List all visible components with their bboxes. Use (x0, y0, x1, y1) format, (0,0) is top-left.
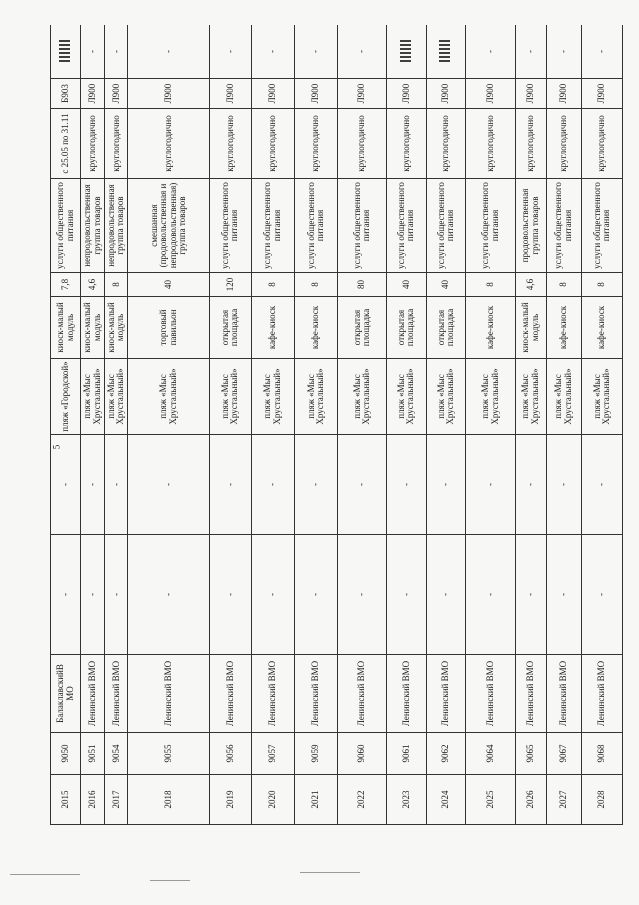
object-code-cell: 9065 (516, 733, 546, 775)
object-code-cell: 9057 (251, 733, 294, 775)
col-5-cell: - (386, 435, 427, 535)
col-4-cell: - (209, 535, 251, 655)
mark-cell (427, 25, 466, 79)
specialization-cell: непродовольственная группа товаров (105, 179, 128, 273)
col-4-cell: - (386, 535, 427, 655)
district-cell: Ленинский ВМО (386, 655, 427, 733)
object-type-cell: открытая площадка (338, 297, 386, 359)
location-cell: пляж «Мыс Хрустальный» (81, 359, 105, 435)
table-row (81, 25, 105, 825)
period-cell: круглогодично (128, 109, 210, 179)
table-row (466, 25, 516, 825)
district-cell: Ленинский ВМО (466, 655, 516, 733)
col-5-cell: - (51, 435, 81, 535)
mark-cell: - (338, 25, 386, 79)
mark-cell: - (105, 25, 128, 79)
object-code-cell: 9061 (386, 733, 427, 775)
location-cell: пляж «Мыс Хрустальный» (294, 359, 338, 435)
lot-cell: Л900 (582, 79, 623, 109)
district-cell: Ленинский ВМО (294, 655, 338, 733)
lot-cell: Л900 (427, 79, 466, 109)
col-4-cell: - (338, 535, 386, 655)
col-5-cell: - (294, 435, 338, 535)
period-cell: круглогодично (466, 109, 516, 179)
col-4-cell: - (294, 535, 338, 655)
col-5-cell: - (466, 435, 516, 535)
period-cell: круглогодично (386, 109, 427, 179)
row-number-cell: 2018 (128, 775, 210, 825)
district-cell: Ленинский ВМО (105, 655, 128, 733)
location-cell: пляж «Мыс Хрустальный» (128, 359, 210, 435)
area-cell: 120 (209, 273, 251, 297)
location-cell: пляж «Мыс Хрустальный» (209, 359, 251, 435)
object-type-cell: киоск-малый модуль (516, 297, 546, 359)
period-cell: круглогодично (582, 109, 623, 179)
district-cell: Ленинский ВМО (81, 655, 105, 733)
page-number: 5 (51, 444, 62, 450)
location-cell: пляж «Мыс Хрустальный» (251, 359, 294, 435)
col-5-cell: - (251, 435, 294, 535)
location-cell: пляж «Мыс Хрустальный» (546, 359, 582, 435)
scan-artifact (300, 872, 360, 873)
area-cell: 4,6 (81, 273, 105, 297)
object-code-cell: 9056 (209, 733, 251, 775)
lot-cell: Л900 (294, 79, 338, 109)
area-cell: 8 (582, 273, 623, 297)
location-cell: пляж «Городской» (51, 359, 81, 435)
row-number-cell: 2019 (209, 775, 251, 825)
location-cell: пляж «Мыс Хрустальный» (466, 359, 516, 435)
object-type-cell: кафе-киоск (546, 297, 582, 359)
area-cell: 4,6 (516, 273, 546, 297)
location-cell: пляж «Мыс Хрустальный» (386, 359, 427, 435)
district-cell: Ленинский ВМО (209, 655, 251, 733)
specialization-cell: услуги общественного питания (546, 179, 582, 273)
district-cell: Ленинский ВМО (251, 655, 294, 733)
lot-cell: Л900 (209, 79, 251, 109)
period-cell: круглогодично (338, 109, 386, 179)
object-type-cell: киоск-малый модуль (51, 297, 81, 359)
district-cell: Ленинский ВМО (546, 655, 582, 733)
period-cell: круглогодично (427, 109, 466, 179)
object-type-cell: открытая площадка (209, 297, 251, 359)
object-type-cell: кафе-киоск (466, 297, 516, 359)
table-row (386, 25, 427, 825)
lot-cell: Л900 (386, 79, 427, 109)
lot-cell: Л900 (466, 79, 516, 109)
area-cell: 8 (466, 273, 516, 297)
location-cell: пляж «Мыс Хрустальный» (338, 359, 386, 435)
object-code-cell: 9054 (105, 733, 128, 775)
district-cell: Ленинский ВМО (582, 655, 623, 733)
lot-cell: Б903 (51, 79, 81, 109)
col-4-cell: - (105, 535, 128, 655)
period-cell: круглогодично (209, 109, 251, 179)
col-5-cell: - (105, 435, 128, 535)
row-number-cell: 2016 (81, 775, 105, 825)
row-number-cell: 2027 (546, 775, 582, 825)
mark-cell: - (516, 25, 546, 79)
area-cell: 8 (546, 273, 582, 297)
row-number-cell: 2024 (427, 775, 466, 825)
col-4-cell: - (546, 535, 582, 655)
table-row (338, 25, 386, 825)
col-5-cell: - (209, 435, 251, 535)
col-4-cell: - (582, 535, 623, 655)
col-5-cell: - (128, 435, 210, 535)
mark-cell: - (546, 25, 582, 79)
lot-cell: Л900 (81, 79, 105, 109)
area-cell: 40 (386, 273, 427, 297)
table-row (251, 25, 294, 825)
location-cell: пляж «Мыс Хрустальный» (516, 359, 546, 435)
area-cell: 40 (128, 273, 210, 297)
row-number-cell: 2028 (582, 775, 623, 825)
district-cell: БалаклавскийВ МО (51, 655, 81, 733)
area-cell: 80 (338, 273, 386, 297)
lot-cell: Л900 (516, 79, 546, 109)
mark-cell: - (582, 25, 623, 79)
object-code-cell: 9055 (128, 733, 210, 775)
lot-cell: Л900 (251, 79, 294, 109)
col-4-cell: - (251, 535, 294, 655)
barcode-mark-icon (439, 41, 450, 63)
district-cell: Ленинский ВМО (128, 655, 210, 733)
object-type-cell: открытая площадка (386, 297, 427, 359)
mark-cell: - (209, 25, 251, 79)
object-code-cell: 9067 (546, 733, 582, 775)
location-cell: пляж «Мыс Хрустальный» (105, 359, 128, 435)
table-row (105, 25, 128, 825)
row-number-cell: 2017 (105, 775, 128, 825)
specialization-cell: услуги общественного питания (466, 179, 516, 273)
object-code-cell: 9068 (582, 733, 623, 775)
col-4-cell: - (466, 535, 516, 655)
col-4-cell: - (427, 535, 466, 655)
area-cell: 8 (105, 273, 128, 297)
specialization-cell: услуги общественного питания (386, 179, 427, 273)
row-number-cell: 2023 (386, 775, 427, 825)
lot-cell: Л900 (128, 79, 210, 109)
object-code-cell: 9064 (466, 733, 516, 775)
scan-artifact (150, 880, 190, 881)
row-number-cell: 2025 (466, 775, 516, 825)
table-row (546, 25, 582, 825)
mark-cell (51, 25, 81, 79)
mark-cell: - (294, 25, 338, 79)
object-type-cell: киоск-малый модуль (81, 297, 105, 359)
period-cell: круглогодично (81, 109, 105, 179)
col-5-cell: - (427, 435, 466, 535)
object-type-cell: киоск-малый модуль (105, 297, 128, 359)
col-4-cell: - (128, 535, 210, 655)
specialization-cell: непродовольственная группа товаров (81, 179, 105, 273)
period-cell: круглогодично (251, 109, 294, 179)
table-row (582, 25, 623, 825)
object-type-cell: торговый павильон (128, 297, 210, 359)
period-cell: круглогодично (294, 109, 338, 179)
table-row (209, 25, 251, 825)
col-4-cell: - (51, 535, 81, 655)
specialization-cell: услуги общественного питания (582, 179, 623, 273)
table-row (427, 25, 466, 825)
table-row (294, 25, 338, 825)
object-code-cell: 9051 (81, 733, 105, 775)
period-cell: с 25.05 по 31.11 (51, 109, 81, 179)
area-cell: 40 (427, 273, 466, 297)
object-code-cell: 9050 (51, 733, 81, 775)
object-type-cell: кафе-киоск (294, 297, 338, 359)
area-cell: 8 (251, 273, 294, 297)
object-code-cell: 9062 (427, 733, 466, 775)
location-cell: пляж «Мыс Хрустальный» (582, 359, 623, 435)
location-cell: пляж «Мыс Хрустальный» (427, 359, 466, 435)
object-code-cell: 9059 (294, 733, 338, 775)
area-cell: 8 (294, 273, 338, 297)
period-cell: круглогодично (546, 109, 582, 179)
specialization-cell: продовольственная группа товаров (516, 179, 546, 273)
row-number-cell: 2022 (338, 775, 386, 825)
period-cell: круглогодично (105, 109, 128, 179)
row-number-cell: 2021 (294, 775, 338, 825)
table-row (51, 25, 81, 825)
lot-cell: Л900 (105, 79, 128, 109)
table-row (516, 25, 546, 825)
specialization-cell: услуги общественного питания (51, 179, 81, 273)
lot-cell: Л900 (338, 79, 386, 109)
mark-cell: - (128, 25, 210, 79)
object-type-cell: открытая площадка (427, 297, 466, 359)
barcode-mark-icon (400, 41, 411, 63)
col-4-cell: - (516, 535, 546, 655)
mark-cell: - (81, 25, 105, 79)
specialization-cell: услуги общественного питания (209, 179, 251, 273)
rotated-table-wrapper (50, 25, 623, 825)
table-row (128, 25, 210, 825)
col-5-cell: - (338, 435, 386, 535)
area-cell: 7,8 (51, 273, 81, 297)
object-type-cell: кафе-киоск (251, 297, 294, 359)
placement-table (50, 25, 623, 825)
col-5-cell: - (582, 435, 623, 535)
district-cell: Ленинский ВМО (338, 655, 386, 733)
mark-cell: - (251, 25, 294, 79)
specialization-cell: услуги общественного питания (427, 179, 466, 273)
mark-cell (386, 25, 427, 79)
row-number-cell: 2026 (516, 775, 546, 825)
object-type-cell: кафе-киоск (582, 297, 623, 359)
district-cell: Ленинский ВМО (516, 655, 546, 733)
object-code-cell: 9060 (338, 733, 386, 775)
col-4-cell: - (81, 535, 105, 655)
scan-artifact (10, 874, 80, 875)
row-number-cell: 2015 (51, 775, 81, 825)
col-5-cell: - (546, 435, 582, 535)
row-number-cell: 2020 (251, 775, 294, 825)
specialization-cell: услуги общественного питания (338, 179, 386, 273)
lot-cell: Л900 (546, 79, 582, 109)
barcode-mark-icon (59, 41, 70, 63)
specialization-cell: смешанная (продовольственная и непродовольственная) группа товаров (128, 179, 210, 273)
col-5-cell: - (81, 435, 105, 535)
specialization-cell: услуги общественного питания (294, 179, 338, 273)
district-cell: Ленинский ВМО (427, 655, 466, 733)
period-cell: круглогодично (516, 109, 546, 179)
specialization-cell: услуги общественного питания (251, 179, 294, 273)
mark-cell: - (466, 25, 516, 79)
col-5-cell: - (516, 435, 546, 535)
